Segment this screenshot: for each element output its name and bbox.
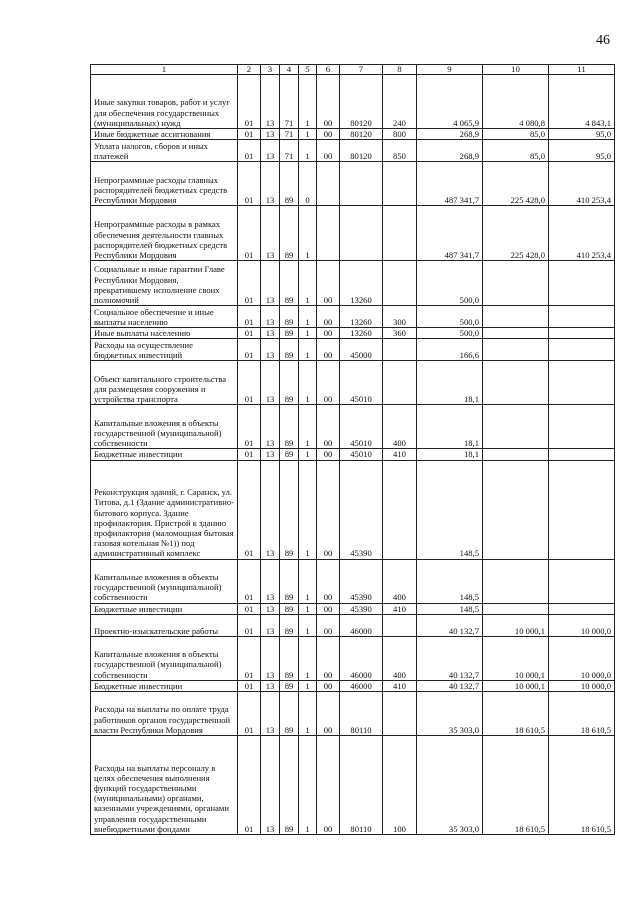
amount-col10: [483, 261, 549, 306]
table-row: [91, 162, 615, 206]
amount-col9: 500,0: [417, 261, 483, 306]
amount-col11: 10 000,0: [549, 614, 615, 636]
code-expense-type: 800: [383, 129, 417, 140]
code-subprogram: 1: [299, 140, 317, 162]
code-program: 71: [280, 129, 299, 140]
code-subsection: 13: [261, 736, 280, 835]
code-expense-type: [383, 460, 417, 559]
code-subprogram: 0: [299, 162, 317, 206]
amount-col9: 487 341,7: [417, 206, 483, 261]
column-header-4: 4: [280, 65, 299, 75]
table-row: [91, 129, 615, 140]
code-section: 01: [238, 692, 261, 736]
column-header-8: 8: [383, 65, 417, 75]
amount-col11: 410 253,4: [549, 162, 615, 206]
code-expense: 45390: [340, 603, 383, 614]
code-expense-type: 400: [383, 636, 417, 680]
code-section: 01: [238, 361, 261, 405]
code-direction: 00: [317, 339, 340, 361]
code-expense: 45390: [340, 460, 383, 559]
code-direction: 00: [317, 692, 340, 736]
code-expense: 45010: [340, 449, 383, 460]
amount-col9: 268,9: [417, 140, 483, 162]
code-subprogram: 1: [299, 449, 317, 460]
code-subprogram: 1: [299, 559, 317, 603]
table-row: [91, 328, 615, 339]
row-name: Бюджетные инвестиции: [91, 603, 238, 614]
amount-col9: 18,1: [417, 361, 483, 405]
code-expense-type: 410: [383, 603, 417, 614]
amount-col10: [483, 328, 549, 339]
column-header-11: 11: [549, 65, 615, 75]
row-name: Капитальные вложения в объекты государственной (муниципальной) собственности: [91, 636, 238, 680]
amount-col9: 500,0: [417, 306, 483, 328]
code-expense: 13260: [340, 261, 383, 306]
code-subsection: 13: [261, 636, 280, 680]
code-subprogram: 1: [299, 680, 317, 691]
row-name: Иные бюджетные ассигнования: [91, 129, 238, 140]
code-direction: 00: [317, 75, 340, 129]
table-row: [91, 559, 615, 603]
amount-col10: [483, 559, 549, 603]
code-subsection: 13: [261, 361, 280, 405]
code-subsection: 13: [261, 603, 280, 614]
amount-col10: 10 000,1: [483, 614, 549, 636]
code-program: 89: [280, 736, 299, 835]
table-row: [91, 460, 615, 559]
code-direction: 00: [317, 328, 340, 339]
code-program: 89: [280, 162, 299, 206]
code-direction: 00: [317, 449, 340, 460]
code-section: 01: [238, 306, 261, 328]
code-direction: 00: [317, 140, 340, 162]
code-expense: 46000: [340, 680, 383, 691]
code-subsection: 13: [261, 261, 280, 306]
code-expense-type: [383, 339, 417, 361]
amount-col10: [483, 405, 549, 449]
table-row: [91, 736, 615, 835]
code-direction: 00: [317, 603, 340, 614]
code-expense-type: [383, 206, 417, 261]
row-name: Расходы на выплаты по оплате труда работников органов государственной власти Республики Мордовия: [91, 692, 238, 736]
code-expense-type: 410: [383, 680, 417, 691]
code-expense: 80110: [340, 736, 383, 835]
row-name: Непрограммные расходы в рамках обеспечения деятельности главных распорядителей бюджетных средств Республики Мордовия: [91, 206, 238, 261]
code-expense-type: 850: [383, 140, 417, 162]
amount-col9: 40 132,7: [417, 636, 483, 680]
code-direction: 00: [317, 636, 340, 680]
code-subsection: 13: [261, 140, 280, 162]
header-row: [91, 65, 615, 75]
code-expense: 45000: [340, 339, 383, 361]
code-direction: 00: [317, 614, 340, 636]
code-program: 89: [280, 261, 299, 306]
code-direction: [317, 206, 340, 261]
code-subsection: 13: [261, 306, 280, 328]
table-row: [91, 614, 615, 636]
amount-col9: 487 341,7: [417, 162, 483, 206]
code-direction: 00: [317, 559, 340, 603]
amount-col11: 410 253,4: [549, 206, 615, 261]
row-name: Проектно-изыскательские работы: [91, 614, 238, 636]
code-program: 89: [280, 361, 299, 405]
code-subsection: 13: [261, 206, 280, 261]
amount-col11: 95,0: [549, 129, 615, 140]
code-expense-type: [383, 361, 417, 405]
row-name: Реконструкция зданий, г. Саранск, ул. Титова, д.1 (Здание административно-бытового корпуса. Здание профилактория. Пристрой к зданию профилактория (маломощная бытовая газовая котельная №1)) под административный комплекс: [91, 460, 238, 559]
code-section: 01: [238, 405, 261, 449]
page-number: 46: [596, 33, 610, 48]
code-program: 89: [280, 206, 299, 261]
amount-col11: [549, 339, 615, 361]
table-row: [91, 140, 615, 162]
table-row: [91, 306, 615, 328]
column-header-6: 6: [317, 65, 340, 75]
code-direction: 00: [317, 261, 340, 306]
amount-col9: 35 303,0: [417, 692, 483, 736]
table-row: [91, 680, 615, 691]
column-header-5: 5: [299, 65, 317, 75]
row-name: Социальное обеспечение и иные выплаты населению: [91, 306, 238, 328]
code-program: 89: [280, 603, 299, 614]
code-subprogram: 1: [299, 129, 317, 140]
code-section: 01: [238, 614, 261, 636]
code-expense: 13260: [340, 306, 383, 328]
code-expense: 80120: [340, 140, 383, 162]
amount-col11: [549, 460, 615, 559]
code-subprogram: 1: [299, 460, 317, 559]
code-subsection: 13: [261, 449, 280, 460]
amount-col10: 4 080,8: [483, 75, 549, 129]
row-name: Капитальные вложения в объекты государственной (муниципальной) собственности: [91, 559, 238, 603]
code-subprogram: 1: [299, 736, 317, 835]
code-expense-type: [383, 261, 417, 306]
column-header-2: 2: [238, 65, 261, 75]
code-direction: 00: [317, 680, 340, 691]
code-section: 01: [238, 261, 261, 306]
code-expense: 13260: [340, 328, 383, 339]
amount-col11: [549, 559, 615, 603]
code-program: 89: [280, 559, 299, 603]
code-program: 89: [280, 680, 299, 691]
code-program: 89: [280, 449, 299, 460]
code-section: 01: [238, 460, 261, 559]
code-subprogram: 1: [299, 328, 317, 339]
code-expense-type: [383, 692, 417, 736]
code-subprogram: 1: [299, 636, 317, 680]
column-header-7: 7: [340, 65, 383, 75]
amount-col11: 18 610,5: [549, 736, 615, 835]
code-subprogram: 1: [299, 692, 317, 736]
code-subprogram: 1: [299, 306, 317, 328]
table-row: [91, 692, 615, 736]
budget-table: [90, 64, 615, 835]
table-row: [91, 261, 615, 306]
code-subprogram: 1: [299, 261, 317, 306]
amount-col11: [549, 405, 615, 449]
code-subprogram: 1: [299, 339, 317, 361]
amount-col10: [483, 306, 549, 328]
code-expense: 45010: [340, 405, 383, 449]
amount-col11: [549, 328, 615, 339]
amount-col11: [549, 261, 615, 306]
code-expense-type: 400: [383, 405, 417, 449]
amount-col11: 10 000,0: [549, 636, 615, 680]
code-program: 89: [280, 306, 299, 328]
code-subprogram: 1: [299, 603, 317, 614]
code-expense: [340, 162, 383, 206]
amount-col9: 148,5: [417, 559, 483, 603]
code-subsection: 13: [261, 328, 280, 339]
code-program: 89: [280, 339, 299, 361]
code-expense: 46000: [340, 636, 383, 680]
code-subsection: 13: [261, 692, 280, 736]
row-name: Уплата налогов, сборов и иных платежей: [91, 140, 238, 162]
amount-col9: 18,1: [417, 449, 483, 460]
code-direction: 00: [317, 460, 340, 559]
code-direction: 00: [317, 306, 340, 328]
column-header-1: 1: [91, 65, 238, 75]
amount-col10: 18 610,5: [483, 736, 549, 835]
row-name: Иные закупки товаров, работ и услуг для обеспечения государственных (муниципальных) нужд: [91, 75, 238, 129]
amount-col11: 4 843,1: [549, 75, 615, 129]
amount-col10: [483, 339, 549, 361]
amount-col11: [549, 306, 615, 328]
row-name: Расходы на осуществление бюджетных инвестиций: [91, 339, 238, 361]
code-section: 01: [238, 736, 261, 835]
code-subsection: 13: [261, 460, 280, 559]
code-expense: 80120: [340, 75, 383, 129]
code-expense-type: 410: [383, 449, 417, 460]
amount-col11: [549, 603, 615, 614]
code-subsection: 13: [261, 559, 280, 603]
table-row: [91, 636, 615, 680]
code-subsection: 13: [261, 339, 280, 361]
code-section: 01: [238, 559, 261, 603]
code-section: 01: [238, 636, 261, 680]
amount-col10: 10 000,1: [483, 636, 549, 680]
code-subprogram: 1: [299, 75, 317, 129]
code-program: 89: [280, 636, 299, 680]
amount-col10: [483, 361, 549, 405]
code-direction: 00: [317, 736, 340, 835]
row-name: Расходы на выплаты персоналу в целях обеспечения выполнения функций государственными (муниципальными) органами, казенными учреждениями, органами управления государственными внебюджетными фондами: [91, 736, 238, 835]
code-expense-type: 100: [383, 736, 417, 835]
code-expense: 46000: [340, 614, 383, 636]
amount-col9: 35 303,0: [417, 736, 483, 835]
code-program: 89: [280, 692, 299, 736]
code-expense: 45010: [340, 361, 383, 405]
code-section: 01: [238, 129, 261, 140]
row-name: Бюджетные инвестиции: [91, 449, 238, 460]
table-row: [91, 339, 615, 361]
amount-col10: [483, 460, 549, 559]
code-expense-type: 240: [383, 75, 417, 129]
amount-col11: 10 000,0: [549, 680, 615, 691]
amount-col9: 40 132,7: [417, 614, 483, 636]
code-subprogram: 1: [299, 361, 317, 405]
row-name: Иные выплаты населению: [91, 328, 238, 339]
amount-col11: 18 610,5: [549, 692, 615, 736]
amount-col11: 95,0: [549, 140, 615, 162]
amount-col9: 4 065,9: [417, 75, 483, 129]
code-section: 01: [238, 680, 261, 691]
code-program: 71: [280, 75, 299, 129]
table-row: [91, 603, 615, 614]
amount-col10: 85,0: [483, 129, 549, 140]
code-expense: 45390: [340, 559, 383, 603]
amount-col10: [483, 449, 549, 460]
code-subsection: 13: [261, 129, 280, 140]
code-subprogram: 1: [299, 405, 317, 449]
code-expense: 80120: [340, 129, 383, 140]
amount-col11: [549, 449, 615, 460]
table-row: [91, 449, 615, 460]
amount-col9: 18,1: [417, 405, 483, 449]
row-name: Социальные и иные гарантии Главе Республики Мордовия, прекратившему исполнение своих полномочий: [91, 261, 238, 306]
code-section: 01: [238, 603, 261, 614]
amount-col9: 166,6: [417, 339, 483, 361]
row-name: Непрограммные расходы главных распорядителей бюджетных средств Республики Мордовия: [91, 162, 238, 206]
code-expense-type: [383, 162, 417, 206]
code-section: 01: [238, 75, 261, 129]
code-subsection: 13: [261, 680, 280, 691]
amount-col10: 225 428,0: [483, 206, 549, 261]
amount-col10: 10 000,1: [483, 680, 549, 691]
code-expense-type: 400: [383, 559, 417, 603]
code-direction: 00: [317, 405, 340, 449]
code-section: 01: [238, 328, 261, 339]
code-subprogram: 1: [299, 206, 317, 261]
column-header-9: 9: [417, 65, 483, 75]
amount-col10: [483, 603, 549, 614]
code-program: 89: [280, 460, 299, 559]
code-expense-type: 360: [383, 328, 417, 339]
table-row: [91, 405, 615, 449]
column-header-10: 10: [483, 65, 549, 75]
code-subsection: 13: [261, 75, 280, 129]
code-direction: [317, 162, 340, 206]
code-direction: 00: [317, 361, 340, 405]
amount-col9: 148,5: [417, 460, 483, 559]
code-expense: [340, 206, 383, 261]
row-name: Объект капитального строительства для размещения сооружения и устройства транспорта: [91, 361, 238, 405]
code-subsection: 13: [261, 614, 280, 636]
code-program: 89: [280, 614, 299, 636]
code-program: 89: [280, 405, 299, 449]
table-row: [91, 361, 615, 405]
code-section: 01: [238, 206, 261, 261]
amount-col9: 148,5: [417, 603, 483, 614]
table-row: [91, 75, 615, 129]
code-direction: 00: [317, 129, 340, 140]
amount-col9: 268,9: [417, 129, 483, 140]
code-expense: 80110: [340, 692, 383, 736]
row-name: Бюджетные инвестиции: [91, 680, 238, 691]
code-section: 01: [238, 339, 261, 361]
code-program: 71: [280, 140, 299, 162]
code-section: 01: [238, 140, 261, 162]
code-subprogram: 1: [299, 614, 317, 636]
amount-col10: 225 428,0: [483, 162, 549, 206]
code-expense-type: 300: [383, 306, 417, 328]
amount-col11: [549, 361, 615, 405]
amount-col9: 40 132,7: [417, 680, 483, 691]
amount-col10: 18 610,5: [483, 692, 549, 736]
code-section: 01: [238, 162, 261, 206]
amount-col10: 85,0: [483, 140, 549, 162]
code-section: 01: [238, 449, 261, 460]
code-expense-type: [383, 614, 417, 636]
row-name: Капитальные вложения в объекты государственной (муниципальной) собственности: [91, 405, 238, 449]
column-header-3: 3: [261, 65, 280, 75]
code-subsection: 13: [261, 405, 280, 449]
amount-col9: 500,0: [417, 328, 483, 339]
code-program: 89: [280, 328, 299, 339]
table-row: [91, 206, 615, 261]
code-subsection: 13: [261, 162, 280, 206]
